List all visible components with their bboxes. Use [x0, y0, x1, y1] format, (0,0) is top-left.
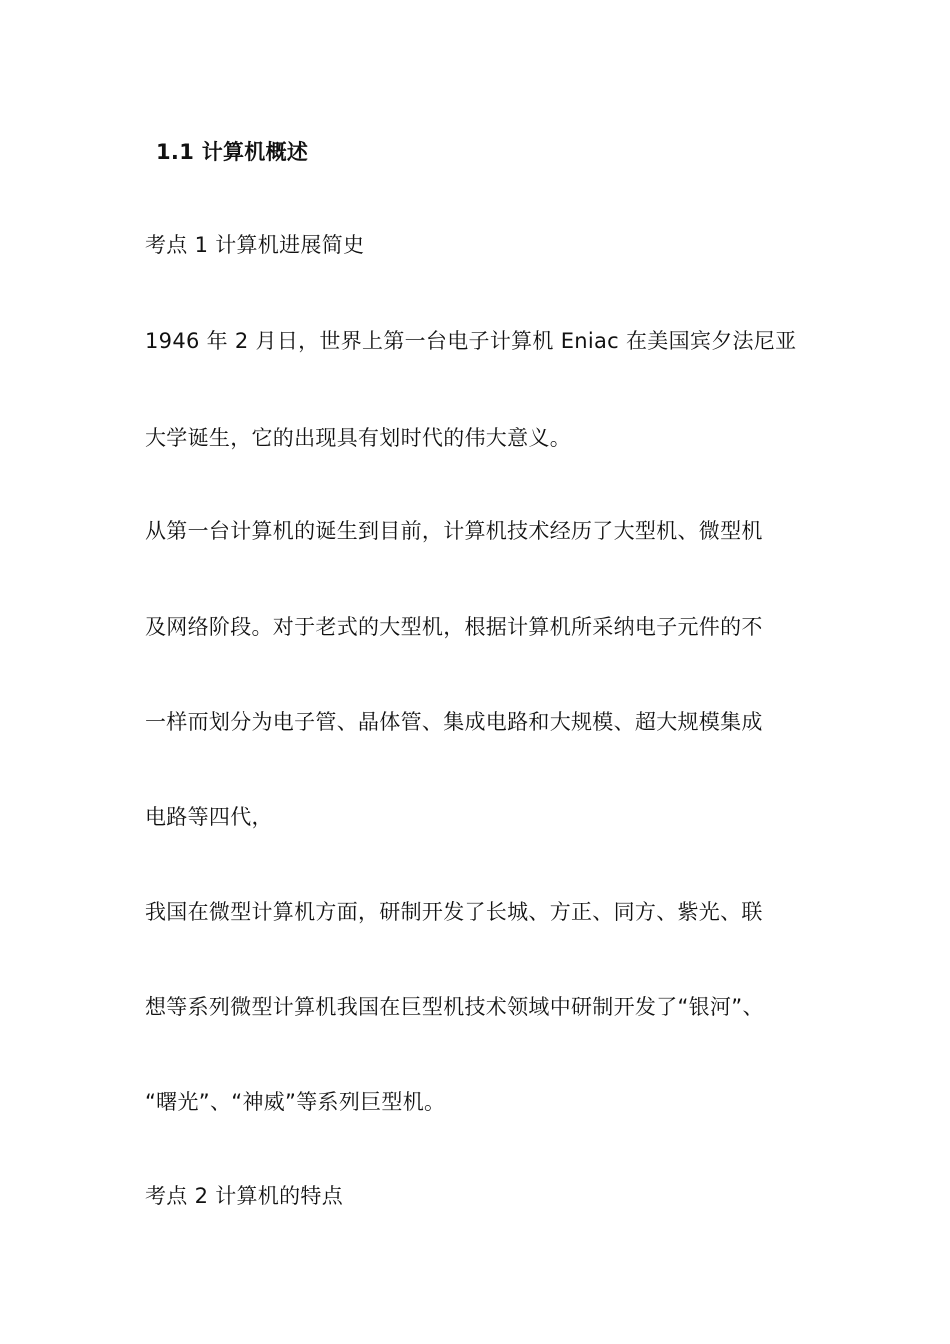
subheading-kaodian-1: 考点 1 计算机进展简史	[145, 233, 365, 257]
paragraph-line: 及网络阶段。对于老式的大型机，根据计算机所采纳电子元件的不	[145, 615, 763, 639]
paragraph-line: 从第一台计算机的诞生到目前，计算机技术经历了大型机、微型机	[145, 519, 763, 543]
section-title: 1.1 计算机概述	[156, 140, 309, 164]
subheading-kaodian-2: 考点 2 计算机的特点	[145, 1184, 344, 1208]
paragraph-line: 我国在微型计算机方面，研制开发了长城、方正、同方、紫光、联	[145, 900, 763, 924]
paragraph-line: 1946 年 2 月日，世界上第一台电子计算机 Eniac 在美国宾夕法尼亚	[145, 329, 797, 353]
paragraph-line: 一样而划分为电子管、晶体管、集成电路和大规模、超大规模集成	[145, 710, 763, 734]
paragraph-line: 想等系列微型计算机我国在巨型机技术领域中研制开发了“银河”、	[145, 995, 764, 1019]
paragraph-line: 电路等四代，	[145, 805, 273, 829]
paragraph-line: “曙光”、“神威”等系列巨型机。	[145, 1090, 446, 1114]
paragraph-line: 大学诞生，它的出现具有划时代的伟大意义。	[145, 426, 571, 450]
